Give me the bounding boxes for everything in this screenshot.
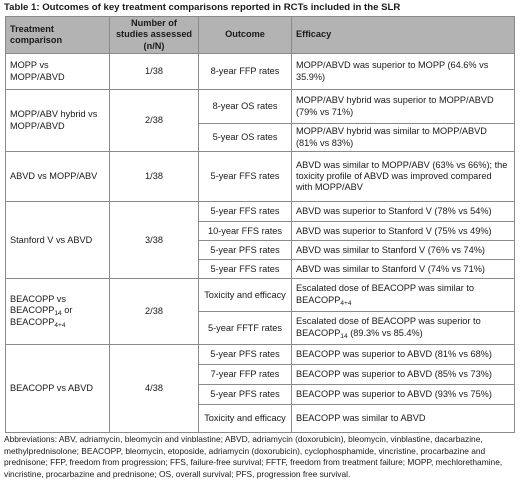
table-row	[6, 54, 515, 90]
treatment-comparison-cell: ABVD vs MOPP/ABV	[6, 152, 110, 202]
treatment-comparison-cell: MOPP vs MOPP/ABVD	[6, 54, 110, 90]
studies-count-cell: 1/38	[110, 152, 199, 202]
efficacy-cell: ABVD was similar to Stanford V (74% vs 71%)	[292, 260, 515, 279]
abbreviations-footnote: Abbreviations: ABV, adriamycin, bleomycin and vinblastine; ABVD, adriamycin (doxorubicin), bleomycin, vinblastine, dacarbazine, methylprednisolone; BEACOPP, bleomycin, etoposide, adriamycin (doxorubicin), cyclophosphamide, vincristine, procarbazine and prednisone; FFP, freedom from progression; FFS, failure-free survival; FFTF, freedom from treatment failure; MOPP, mechlorethamine, vincristine, procarbazine and prednisone; OS, overall survival; PFS, progression free survival.	[4, 434, 503, 479]
outcome-cell: 5-year FFS rates	[199, 152, 292, 202]
studies-count-cell: 2/38	[110, 90, 199, 152]
outcome-cell: 5-year FFS rates	[199, 260, 292, 279]
outcome-cell: Toxicity and efficacy	[199, 405, 292, 433]
efficacy-cell: BEACOPP was superior to ABVD (93% vs 75%)	[292, 385, 515, 405]
header-treatment-comparison: Treatment comparison	[6, 17, 110, 54]
efficacy-cell: BEACOPP was superior to ABVD (85% vs 73%)	[292, 365, 515, 385]
efficacy-cell: ABVD was superior to Stanford V (75% vs 49%)	[292, 222, 515, 241]
outcome-cell: 8-year OS rates	[199, 90, 292, 124]
efficacy-cell: ABVD was similar to Stanford V (76% vs 74%)	[292, 241, 515, 260]
treatment-comparison-cell: MOPP/ABV hybrid vs MOPP/ABVD	[6, 90, 110, 152]
outcome-cell: 10-year FFS rates	[199, 222, 292, 241]
header-number-of-studies: Number of studies assessed (n/N)	[110, 17, 199, 54]
efficacy-cell: Escalated dose of BEACOPP was superior to $BEACOPP_{14}$ (89.3% vs 85.4%)	[292, 312, 515, 345]
table-row	[6, 279, 515, 312]
table-title: Table 1: Outcomes of key treatment comparisons reported in RCTs included in the SLR	[4, 2, 401, 13]
efficacy-cell: Escalated dose of BEACOPP was similar to $BEACOPP_{4+4}$	[292, 279, 515, 312]
header-efficacy: Efficacy	[292, 17, 515, 54]
outcome-cell: 5-year FFS rates	[199, 202, 292, 222]
outcome-cell: 5-year FFTF rates	[199, 312, 292, 345]
outcome-cell: Toxicity and efficacy	[199, 279, 292, 312]
outcome-cell: 8-year FFP rates	[199, 54, 292, 90]
table-row	[6, 90, 515, 124]
outcome-cell: 5-year PFS rates	[199, 345, 292, 365]
header-outcome: Outcome	[199, 17, 292, 54]
outcome-cell: 5-year PFS rates	[199, 385, 292, 405]
table-row	[6, 345, 515, 365]
outcomes-table	[5, 16, 515, 433]
outcome-cell: 5-year OS rates	[199, 124, 292, 152]
studies-count-cell: 2/38	[110, 279, 199, 345]
efficacy-cell: ABVD was superior to Stanford V (78% vs 54%)	[292, 202, 515, 222]
treatment-comparison-cell: Stanford V vs ABVD	[6, 202, 110, 279]
efficacy-cell: ABVD was similar to MOPP/ABV (63% vs 66%); the toxicity profile of ABVD was improved compared with MOPP/ABV	[292, 152, 515, 202]
treatment-comparison-cell: BEACOPP vs ABVD	[6, 345, 110, 433]
outcome-cell: 5-year PFS rates	[199, 241, 292, 260]
studies-count-cell: 3/38	[110, 202, 199, 279]
table-row	[6, 152, 515, 202]
efficacy-cell: MOPP/ABVD was superior to MOPP (64.6% vs 35.9%)	[292, 54, 515, 90]
table-header-row	[6, 17, 515, 54]
outcome-cell: 7-year FFP rates	[199, 365, 292, 385]
efficacy-cell: MOPP/ABV hybrid was similar to MOPP/ABVD (81% vs 83%)	[292, 124, 515, 152]
table-row	[6, 202, 515, 222]
efficacy-cell: BEACOPP was similar to ABVD	[292, 405, 515, 433]
studies-count-cell: 1/38	[110, 54, 199, 90]
efficacy-cell: BEACOPP was superior to ABVD (81% vs 68%)	[292, 345, 515, 365]
treatment-comparison-cell: BEACOPP vs $BEACOPP_{14}$ or $BEACOPP_{4+4}$	[6, 279, 110, 345]
efficacy-cell: MOPP/ABV hybrid was superior to MOPP/ABVD (79% vs 71%)	[292, 90, 515, 124]
studies-count-cell: 4/38	[110, 345, 199, 433]
